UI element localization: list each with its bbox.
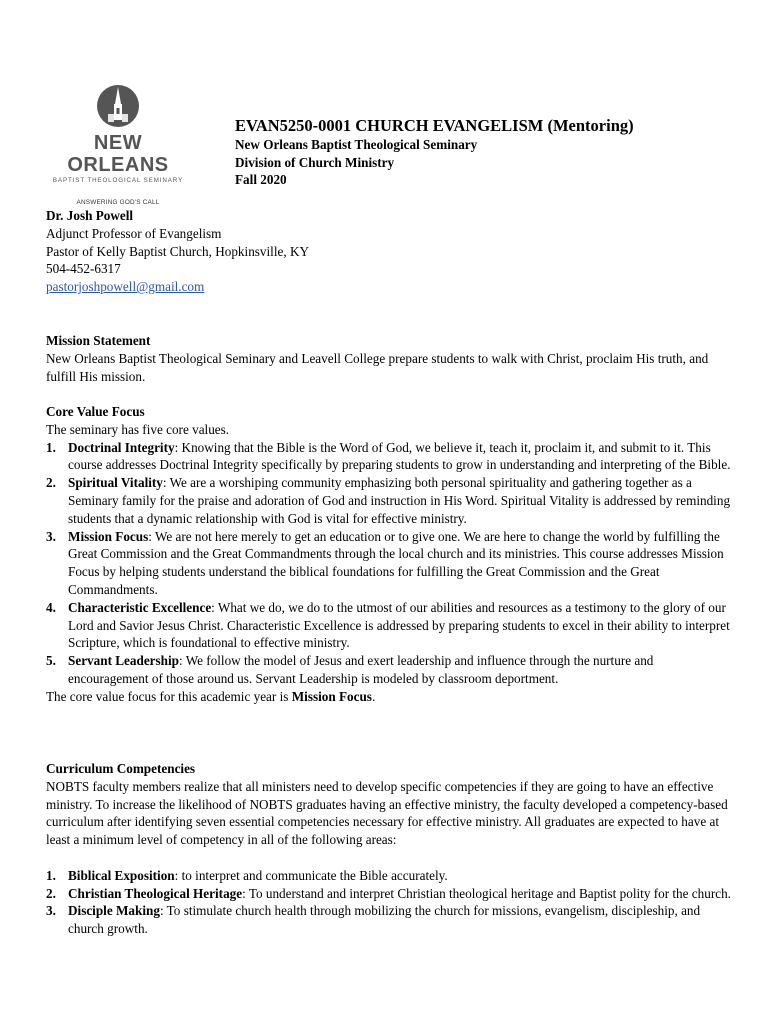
item-text: : Knowing that the Bible is the Word of God, we believe it, teach it, proclaim it, and submit to it. This course addresses Doctrinal Integrity specifically by preparing students to grow in understanding and interpreting of the Bible.	[68, 439, 731, 473]
item-number: 4.	[46, 599, 56, 615]
mission-section	[46, 332, 736, 385]
instructor-title: Adjunct Professor of Evangelism	[46, 225, 222, 241]
closing-prefix: The core value focus for this academic year is	[46, 688, 292, 704]
list-item	[46, 528, 736, 599]
item-term: Mission Focus	[68, 528, 149, 544]
item-term: Christian Theological Heritage	[68, 885, 243, 901]
item-text: : What we do, we do to the utmost of our abilities and resources as a testimony to the glory of our Lord and Savior Jesus Christ. Characteristic Excellence is addressed by preparing students to excel in their ability to interpret Scripture, which is foundational to effective ministry.	[68, 599, 730, 651]
curriculum-heading: Curriculum Competencies	[46, 761, 196, 776]
closing-suffix: .	[371, 688, 376, 704]
item-text: : We are a worshiping community emphasizing both personal spirituality and gathering together as a Seminary family for the praise and adoration of God and instruction in His Word. Spiritual Vitality is addressed by reminding students that a dynamic relationship with God is vital for effective ministry.	[68, 475, 731, 526]
item-text: : to interpret and communicate the Bible accurately.	[174, 867, 448, 883]
instructor-church: Pastor of Kelly Baptist Church, Hopkinsville, KY	[46, 243, 309, 259]
instructor-name: Dr. Josh Powell	[46, 208, 134, 223]
item-term: Characteristic Excellence	[68, 599, 212, 615]
term: Fall 2020	[235, 172, 287, 187]
item-term: Disciple Making	[68, 903, 160, 919]
item-number: 1.	[46, 867, 56, 883]
list-item	[46, 885, 736, 903]
curriculum-list	[46, 867, 736, 938]
course-title: EVAN5250-0001 CHURCH EVANGELISM (Mentoring)	[235, 116, 634, 135]
item-number: 2.	[46, 475, 56, 491]
mission-text: New Orleans Baptist Theological Seminary and Leavell College prepare students to walk with Christ, proclaim His truth, and fulfill His mission.	[46, 350, 709, 384]
item-number: 1.	[46, 439, 56, 455]
core-values-section	[46, 403, 736, 706]
item-number: 3.	[46, 903, 56, 919]
item-text: : We follow the model of Jesus and exert leadership and influence through the nurture and encouragement of those around us. Servant Leadership is modeled by classroom deportment.	[68, 653, 654, 686]
logo-name: NEW ORLEANS	[67, 132, 169, 176]
item-text: : To understand and interpret Christian theological heritage and Baptist polity for the church.	[242, 885, 731, 901]
item-term: Biblical Exposition	[68, 867, 175, 883]
list-item	[46, 867, 736, 885]
core-values-list	[46, 439, 736, 688]
mission-heading: Mission Statement	[46, 333, 151, 348]
core-values-heading: Core Value Focus	[46, 404, 145, 419]
list-item	[46, 652, 736, 688]
curriculum-section	[46, 760, 736, 938]
core-value-closing	[46, 688, 736, 706]
item-number: 2.	[46, 885, 56, 901]
chapel-steeple-icon	[96, 84, 140, 128]
list-item	[46, 439, 736, 475]
instructor-phone: 504-452-6317	[46, 261, 121, 277]
course-header	[235, 116, 735, 189]
core-values-intro: The seminary has five core values.	[46, 421, 230, 437]
item-number: 5.	[46, 653, 56, 669]
curriculum-text: NOBTS faculty members realize that all ministers need to develop specific competencies if they are going to have an effective ministry. To increase the likelihood of NOBTS graduates having an effective ministry, the faculty developed a competency-based curriculum after identifying seven essential competencies necessary for effective ministry. All graduates are expected to have at least a minimum level of competency in all of the following areas:	[46, 778, 728, 848]
item-text: : To stimulate church health through mobilizing the church for missions, evangelism, discipleship, and church growth.	[68, 903, 701, 937]
instructor-info	[46, 207, 736, 296]
instructor-email-link[interactable]: pastorjoshpowell@gmail.com	[46, 279, 205, 295]
list-item	[46, 474, 736, 527]
closing-focus: Mission Focus	[291, 688, 372, 704]
division-name: Division of Church Ministry	[235, 154, 395, 170]
item-term: Doctrinal Integrity	[68, 439, 175, 455]
item-text: : We are not here merely to get an education or to give one. We are here to change the world by fulfilling the Great Commission and the Great Commandments through the local church and its ministries. This course addresses Mission Focus by helping students understand the biblical foundations for fulfilling the Great Commission and the Great Commandments.	[68, 528, 724, 597]
item-number: 3.	[46, 528, 56, 544]
list-item	[46, 902, 736, 938]
logo-tagline: ANSWERING GOD'S CALL	[76, 199, 160, 206]
institution-name: New Orleans Baptist Theological Seminary	[235, 137, 478, 152]
logo-subtitle: BAPTIST THEOLOGICAL SEMINARY	[52, 177, 184, 184]
item-term: Spiritual Vitality	[68, 475, 163, 491]
list-item	[46, 599, 736, 652]
item-term: Servant Leadership	[68, 653, 179, 669]
seminary-logo	[48, 84, 188, 206]
